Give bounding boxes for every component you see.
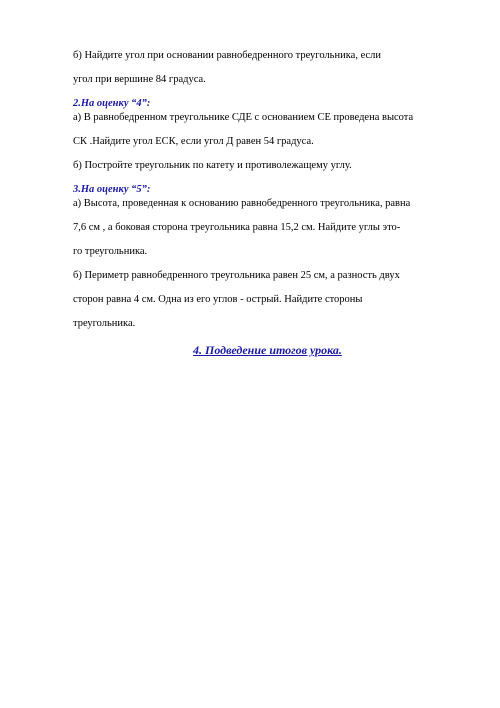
lesson-summary-title: 4. Подведение итогов урока.	[193, 343, 342, 357]
task-a-level5-line1: а) Высота, проведенная к основанию равнобедренного треугольника, равна	[73, 198, 411, 209]
task-a-level4-line1: а) В равнобедренном треугольнике СДЕ с основанием СЕ проведена высота	[73, 112, 414, 123]
task-b-level4: б) Постройте треугольник по катету и противолежащему углу.	[73, 160, 352, 171]
task-b-level3-line2: угол при вершине 84 градуса.	[73, 74, 206, 85]
grade-4-heading: 2.На оценку “4”:	[73, 98, 151, 109]
task-a-level5-line3: го треугольника.	[73, 246, 148, 257]
task-b-level5-line2: сторон равна 4 см. Одна из его углов - острый. Найдите стороны	[73, 294, 363, 305]
task-b-level3-line1: б) Найдите угол при основании равнобедренного треугольника, если	[73, 50, 382, 61]
task-a-level4-line2: СК .Найдите угол ЕСК, если угол Д равен 54 градуса.	[73, 136, 314, 147]
task-a-level5-line2: 7,6 см , а боковая сторона треугольника равна 15,2 см. Найдите углы это-	[73, 222, 401, 233]
task-b-level5-line1: б) Периметр равнобедренного треугольника равен 25 см, а разность двух	[73, 270, 400, 281]
task-b-level5-line3: треугольника.	[73, 318, 136, 329]
grade-5-heading: 3.На оценку “5”:	[73, 184, 151, 195]
